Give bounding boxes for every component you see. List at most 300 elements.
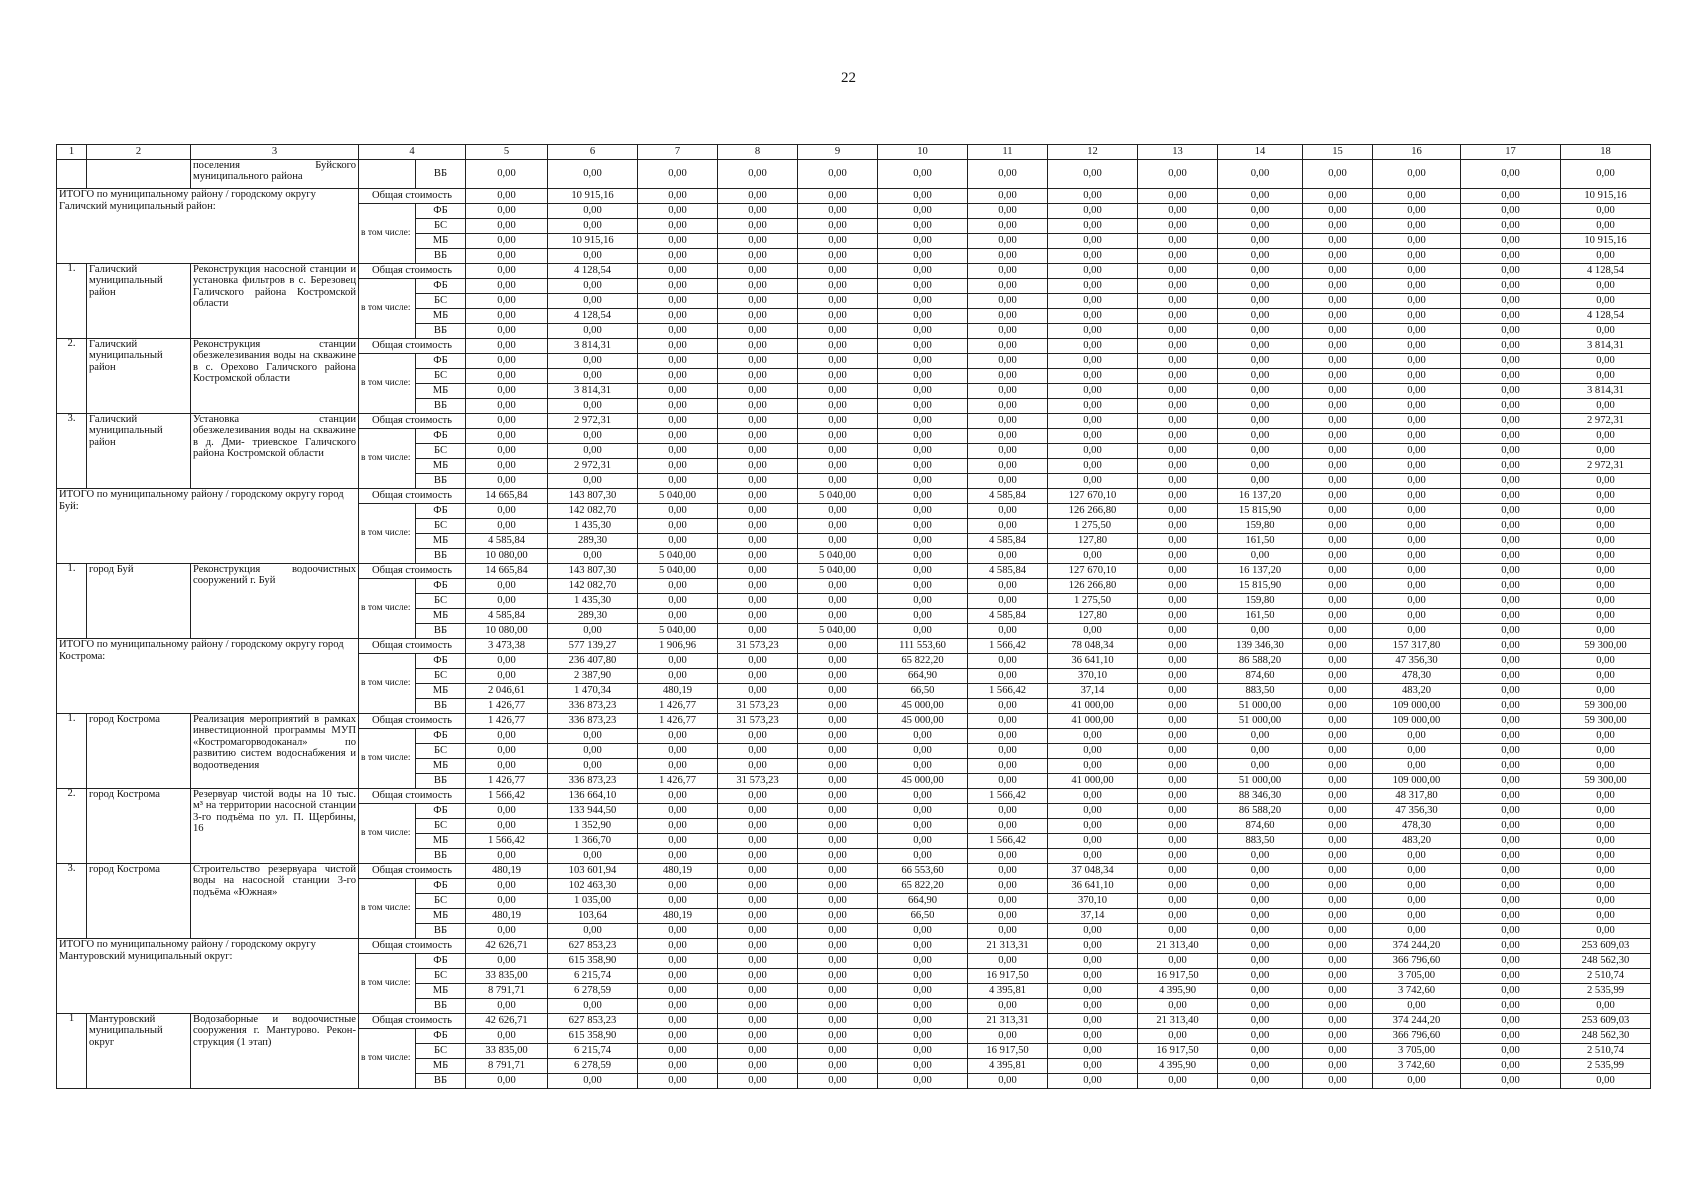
value-cell: 5 040,00 [638,489,718,504]
value-cell: 16 917,50 [968,1044,1048,1059]
value-cell: 16 917,50 [1138,969,1218,984]
value-cell: 0,00 [1048,429,1138,444]
value-cell: 0,00 [1561,759,1651,774]
value-cell: 0,00 [1373,309,1461,324]
value-cell: 0,00 [1461,309,1561,324]
fund-label: ВБ [416,324,466,339]
municipality-name: город Буй [87,564,191,639]
value-cell: 0,00 [1138,384,1218,399]
value-cell: 0,00 [1373,354,1461,369]
value-cell: 0,00 [1218,744,1303,759]
value-cell: 0,00 [878,309,968,324]
value-cell: 0,00 [1138,834,1218,849]
value-cell: 0,00 [1461,564,1561,579]
value-cell: 0,00 [1303,999,1373,1014]
value-cell: 0,00 [878,324,968,339]
value-cell: 0,00 [1373,759,1461,774]
total-cost-label: Общая стоимость [359,939,466,954]
value-cell: 2 535,99 [1561,1059,1651,1074]
value-cell: 3 814,31 [548,384,638,399]
value-cell: 21 313,31 [968,939,1048,954]
value-cell: 0,00 [968,429,1048,444]
fund-label: ВБ [416,399,466,414]
value-cell: 0,00 [638,294,718,309]
municipality-name: город Кострома [87,714,191,789]
value-cell: 133 944,50 [548,804,638,819]
in-that-label: в том числе: [359,654,416,714]
value-cell: 4 585,84 [466,534,548,549]
project-name: Водозаборные и водоочистные сооружения г. Мантурово. Рекон- струкция (1 этап) [191,1014,359,1089]
value-cell: 65 822,20 [878,654,968,669]
value-cell: 0,00 [1138,399,1218,414]
value-cell: 0,00 [878,204,968,219]
value-cell: 0,00 [1138,160,1218,189]
value-cell: 4 395,90 [1138,984,1218,999]
row-number: 1. [57,714,87,789]
value-cell: 0,00 [718,999,798,1014]
value-cell: 0,00 [1048,624,1138,639]
value-cell: 0,00 [968,1074,1048,1089]
value-cell: 0,00 [1303,969,1373,984]
value-cell: 0,00 [1461,864,1561,879]
value-cell: 0,00 [466,654,548,669]
value-cell: 0,00 [968,324,1048,339]
value-cell: 0,00 [798,264,878,279]
value-cell: 0,00 [878,939,968,954]
fund-label: БС [416,594,466,609]
value-cell: 0,00 [1138,489,1218,504]
value-cell: 0,00 [798,909,878,924]
value-cell: 0,00 [466,399,548,414]
value-cell: 0,00 [798,759,878,774]
value-cell: 47 356,30 [1373,804,1461,819]
project-name: Установка станции обезжелезивания воды на скважине в д. Дми- триевское Галичского района Костромской области [191,414,359,489]
value-cell: 0,00 [638,984,718,999]
value-cell: 0,00 [968,444,1048,459]
value-cell: 0,00 [878,729,968,744]
value-cell: 6 215,74 [548,969,638,984]
value-cell: 0,00 [1561,549,1651,564]
column-number: 11 [968,145,1048,160]
fund-label: МБ [416,1059,466,1074]
value-cell: 883,50 [1218,834,1303,849]
project-name: Реконструкция водоочистных сооружений г. Буй [191,564,359,639]
row-number: 3. [57,414,87,489]
value-cell: 0,00 [1138,849,1218,864]
value-cell: 31 573,23 [718,699,798,714]
value-cell: 161,50 [1218,609,1303,624]
value-cell: 0,00 [798,429,878,444]
fund-label: ФБ [416,804,466,819]
table-row [57,1014,1651,1029]
value-cell: 0,00 [1218,429,1303,444]
value-cell: 0,00 [718,984,798,999]
project-name: поселения Буйского муниципального района [191,160,359,189]
value-cell: 0,00 [798,369,878,384]
value-cell: 0,00 [1561,160,1651,189]
value-cell: 0,00 [878,549,968,564]
value-cell: 0,00 [1218,729,1303,744]
value-cell: 0,00 [1461,879,1561,894]
value-cell: 0,00 [1373,519,1461,534]
value-cell: 0,00 [1303,279,1373,294]
value-cell: 0,00 [1461,204,1561,219]
value-cell: 0,00 [718,669,798,684]
value-cell: 4 128,54 [548,264,638,279]
value-cell: 0,00 [1218,1044,1303,1059]
value-cell: 0,00 [1048,160,1138,189]
value-cell: 0,00 [798,279,878,294]
value-cell: 0,00 [1138,339,1218,354]
value-cell: 0,00 [1461,399,1561,414]
value-cell: 0,00 [1303,984,1373,999]
value-cell: 0,00 [1138,369,1218,384]
value-cell: 0,00 [1461,699,1561,714]
value-cell: 0,00 [1138,804,1218,819]
value-cell: 664,90 [878,894,968,909]
value-cell: 31 573,23 [718,714,798,729]
value-cell: 2 046,61 [466,684,548,699]
value-cell: 0,00 [466,459,548,474]
value-cell: 0,00 [466,894,548,909]
value-cell: 0,00 [1461,1014,1561,1029]
value-cell: 627 853,23 [548,1014,638,1029]
value-cell: 0,00 [798,414,878,429]
value-cell: 0,00 [1461,1029,1561,1044]
value-cell: 0,00 [1461,414,1561,429]
value-cell: 0,00 [798,819,878,834]
value-cell: 0,00 [798,309,878,324]
value-cell: 59 300,00 [1561,714,1651,729]
value-cell: 0,00 [968,654,1048,669]
value-cell: 0,00 [878,459,968,474]
value-cell: 0,00 [638,519,718,534]
value-cell: 0,00 [1138,909,1218,924]
in-that-label: в том числе: [359,504,416,564]
value-cell: 0,00 [1461,459,1561,474]
value-cell: 0,00 [718,759,798,774]
row-number: 1. [57,564,87,639]
value-cell: 0,00 [1048,279,1138,294]
value-cell: 0,00 [968,954,1048,969]
value-cell: 143 807,30 [548,489,638,504]
value-cell: 0,00 [798,924,878,939]
fund-label: МБ [416,609,466,624]
value-cell: 2 972,31 [1561,459,1651,474]
value-cell: 0,00 [1048,1044,1138,1059]
value-cell: 0,00 [1461,759,1561,774]
value-cell: 0,00 [798,804,878,819]
fund-label: БС [416,444,466,459]
value-cell: 0,00 [1461,849,1561,864]
value-cell: 0,00 [466,849,548,864]
value-cell: 0,00 [718,594,798,609]
value-cell: 0,00 [548,729,638,744]
total-cost-label: Общая стоимость [359,564,466,579]
value-cell: 0,00 [1048,219,1138,234]
value-cell: 874,60 [1218,669,1303,684]
value-cell: 0,00 [638,579,718,594]
value-cell: 0,00 [1373,564,1461,579]
column-number: 15 [1303,145,1373,160]
value-cell: 4 395,81 [968,1059,1048,1074]
value-cell: 0,00 [1048,789,1138,804]
value-cell: 0,00 [718,549,798,564]
value-cell: 480,19 [466,909,548,924]
value-cell: 0,00 [548,204,638,219]
value-cell: 289,30 [548,609,638,624]
value-cell: 0,00 [1048,1059,1138,1074]
value-cell: 0,00 [1561,399,1651,414]
value-cell: 0,00 [1461,264,1561,279]
value-cell: 5 040,00 [798,564,878,579]
value-cell: 33 835,00 [466,969,548,984]
value-cell: 0,00 [1461,519,1561,534]
value-cell: 0,00 [638,594,718,609]
value-cell: 0,00 [798,939,878,954]
value-cell: 0,00 [1303,879,1373,894]
value-cell: 0,00 [1373,864,1461,879]
value-cell: 0,00 [718,1044,798,1059]
value-cell: 0,00 [1048,984,1138,999]
value-cell: 16 137,20 [1218,564,1303,579]
value-cell: 0,00 [1303,399,1373,414]
value-cell: 0,00 [1461,444,1561,459]
row-number: 3. [57,864,87,939]
value-cell: 0,00 [1373,204,1461,219]
value-cell: 0,00 [1461,684,1561,699]
table-row [57,264,1651,279]
total-cost-label: Общая стоимость [359,864,466,879]
value-cell: 0,00 [968,894,1048,909]
value-cell: 4 395,81 [968,984,1048,999]
value-cell: 0,00 [968,399,1048,414]
value-cell: 0,00 [798,519,878,534]
value-cell: 5 040,00 [638,549,718,564]
value-cell: 0,00 [798,774,878,789]
value-cell: 366 796,60 [1373,1029,1461,1044]
fund-label: ВБ [416,624,466,639]
value-cell: 0,00 [1218,954,1303,969]
value-cell: 0,00 [638,189,718,204]
value-cell: 0,00 [548,354,638,369]
value-cell: 0,00 [878,969,968,984]
value-cell: 0,00 [1303,1044,1373,1059]
value-cell: 0,00 [1303,714,1373,729]
fund-label: БС [416,819,466,834]
value-cell: 0,00 [638,429,718,444]
value-cell: 0,00 [1138,729,1218,744]
value-cell: 0,00 [798,294,878,309]
row-number-cell [57,160,87,189]
value-cell: 0,00 [1138,549,1218,564]
value-cell: 0,00 [1138,1029,1218,1044]
value-cell: 0,00 [718,339,798,354]
value-cell: 0,00 [718,564,798,579]
table-row [57,639,1651,654]
value-cell: 577 139,27 [548,639,638,654]
value-cell: 0,00 [1303,414,1373,429]
value-cell: 0,00 [1138,774,1218,789]
value-cell: 0,00 [718,924,798,939]
in-that-label: в том числе: [359,279,416,339]
value-cell: 0,00 [466,1029,548,1044]
value-cell: 3 705,00 [1373,969,1461,984]
value-cell: 0,00 [1218,549,1303,564]
value-cell: 0,00 [1138,624,1218,639]
value-cell: 10 915,16 [1561,189,1651,204]
value-cell: 139 346,30 [1218,639,1303,654]
fund-label: БС [416,669,466,684]
value-cell: 0,00 [1048,474,1138,489]
value-cell: 0,00 [798,504,878,519]
value-cell: 0,00 [878,624,968,639]
table-row [57,864,1651,879]
fund-label: МБ [416,459,466,474]
value-cell: 4 128,54 [1561,264,1651,279]
value-cell: 0,00 [638,879,718,894]
value-cell: 0,00 [968,579,1048,594]
total-cost-label: Общая стоимость [359,714,466,729]
value-cell: 0,00 [1461,429,1561,444]
value-cell: 336 873,23 [548,699,638,714]
value-cell: 0,00 [798,160,878,189]
total-cost-label: Общая стоимость [359,489,466,504]
value-cell: 615 358,90 [548,954,638,969]
value-cell: 0,00 [718,744,798,759]
value-cell: 0,00 [638,759,718,774]
value-cell: 0,00 [638,324,718,339]
value-cell: 0,00 [878,444,968,459]
value-cell: 0,00 [638,954,718,969]
value-cell: 0,00 [1138,1074,1218,1089]
value-cell: 0,00 [1561,864,1651,879]
value-cell: 127,80 [1048,609,1138,624]
value-cell: 0,00 [1218,264,1303,279]
value-cell: 0,00 [1048,399,1138,414]
value-cell: 0,00 [638,804,718,819]
value-cell: 0,00 [1561,429,1651,444]
value-cell: 0,00 [638,819,718,834]
value-cell: 0,00 [1461,669,1561,684]
fund-label: МБ [416,834,466,849]
value-cell: 0,00 [798,444,878,459]
value-cell: 0,00 [878,804,968,819]
in-that-label: в том числе: [359,954,416,1014]
value-cell: 0,00 [466,594,548,609]
value-cell: 109 000,00 [1373,714,1461,729]
section-total-title: ИТОГО по муниципальному району / городскому округу Галичский муниципальный район: [57,189,359,264]
value-cell: 0,00 [878,1014,968,1029]
value-cell: 0,00 [1373,459,1461,474]
column-number: 2 [87,145,191,160]
value-cell: 0,00 [798,834,878,849]
value-cell: 0,00 [1048,1014,1138,1029]
value-cell: 0,00 [798,714,878,729]
value-cell: 0,00 [718,459,798,474]
in-that-label: в том числе: [359,204,416,264]
value-cell: 0,00 [1303,534,1373,549]
value-cell: 0,00 [1138,714,1218,729]
value-cell: 161,50 [1218,534,1303,549]
value-cell: 0,00 [798,324,878,339]
value-cell: 0,00 [638,444,718,459]
value-cell: 0,00 [1561,909,1651,924]
value-cell: 0,00 [1561,834,1651,849]
value-cell: 0,00 [1048,294,1138,309]
value-cell: 0,00 [1218,339,1303,354]
value-cell: 0,00 [638,204,718,219]
value-cell: 0,00 [1461,909,1561,924]
value-cell: 36 641,10 [1048,879,1138,894]
value-cell: 0,00 [718,384,798,399]
in-that-label: в том числе: [359,879,416,939]
value-cell: 0,00 [1303,354,1373,369]
value-cell: 0,00 [878,474,968,489]
value-cell: 0,00 [878,999,968,1014]
value-cell: 0,00 [718,879,798,894]
value-cell: 59 300,00 [1561,699,1651,714]
value-cell: 0,00 [1048,369,1138,384]
value-cell: 1 275,50 [1048,594,1138,609]
fund-label: ФБ [416,879,466,894]
value-cell: 336 873,23 [548,714,638,729]
total-cost-label: Общая стоимость [359,339,466,354]
value-cell: 0,00 [1561,369,1651,384]
value-cell: 0,00 [638,384,718,399]
value-cell: 0,00 [638,1029,718,1044]
value-cell: 4 585,84 [968,564,1048,579]
value-cell: 0,00 [1303,549,1373,564]
value-cell: 0,00 [968,594,1048,609]
value-cell: 126 266,80 [1048,504,1138,519]
fund-label: БС [416,744,466,759]
value-cell: 0,00 [1561,249,1651,264]
value-cell: 0,00 [466,189,548,204]
value-cell: 0,00 [1138,639,1218,654]
value-cell: 0,00 [466,954,548,969]
value-cell: 0,00 [1461,714,1561,729]
value-cell: 0,00 [1561,1074,1651,1089]
value-cell: 0,00 [548,294,638,309]
value-cell: 0,00 [878,534,968,549]
value-cell: 109 000,00 [1373,774,1461,789]
value-cell: 1 435,30 [548,519,638,534]
value-cell: 0,00 [638,654,718,669]
value-cell: 0,00 [1561,654,1651,669]
value-cell: 0,00 [638,894,718,909]
value-cell: 0,00 [1303,954,1373,969]
value-cell: 0,00 [1461,969,1561,984]
value-cell: 157 317,80 [1373,639,1461,654]
value-cell: 0,00 [1303,1029,1373,1044]
value-cell: 0,00 [718,579,798,594]
value-cell: 0,00 [1048,459,1138,474]
value-cell: 0,00 [466,819,548,834]
total-cost-label: Общая стоимость [359,789,466,804]
value-cell: 15 815,90 [1218,579,1303,594]
value-cell: 0,00 [1461,654,1561,669]
value-cell: 0,00 [638,354,718,369]
value-cell: 0,00 [1218,624,1303,639]
value-cell: 0,00 [1373,414,1461,429]
value-cell: 0,00 [798,474,878,489]
table-row [57,489,1651,504]
value-cell: 3 814,31 [548,339,638,354]
value-cell: 0,00 [968,339,1048,354]
value-cell: 0,00 [968,1029,1048,1044]
value-cell: 0,00 [466,369,548,384]
